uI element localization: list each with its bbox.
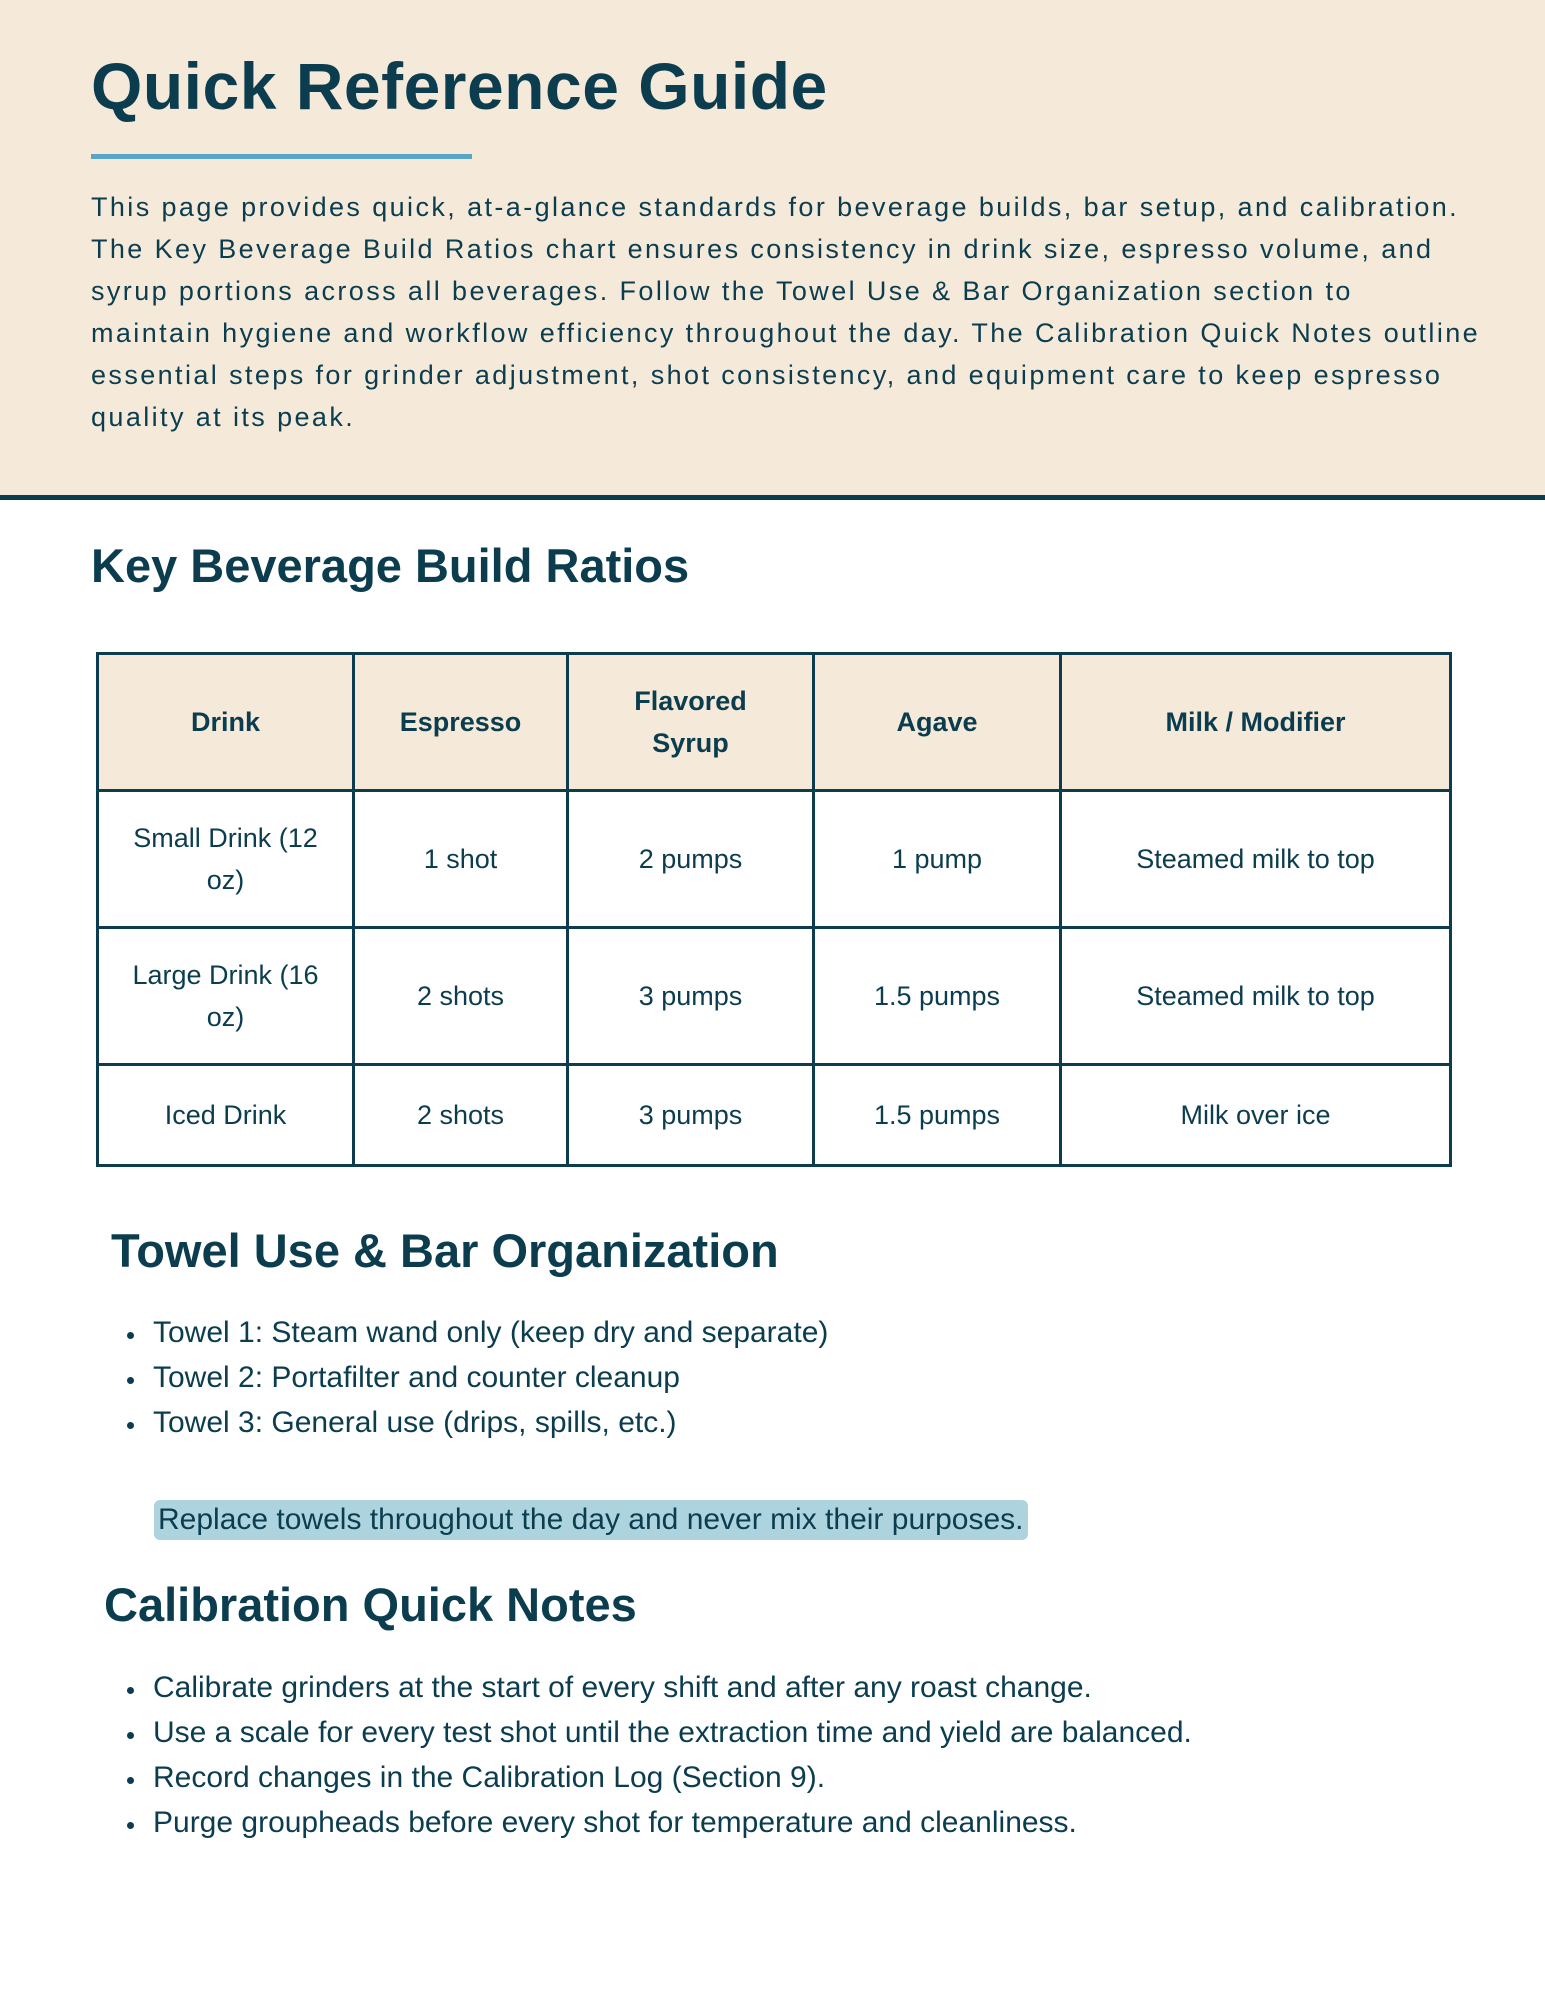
table-cell: 1.5 pumps xyxy=(814,928,1061,1065)
list-item: • Record changes in the Calibration Log (Section 9). xyxy=(147,1755,1497,1800)
column-header-agave: Agave xyxy=(814,654,1061,791)
table-cell: Iced Drink xyxy=(98,1065,354,1166)
table-cell: Large Drink (16 oz) xyxy=(98,928,354,1065)
column-header-drink: Drink xyxy=(98,654,354,791)
list-item: • Use a scale for every test shot until the extraction time and yield are balanced. xyxy=(147,1710,1497,1755)
table-cell: 2 pumps xyxy=(568,791,814,928)
highlight-note: Replace towels throughout the day and never mix their purposes. xyxy=(154,1500,1028,1540)
table-cell: 2 shots xyxy=(354,928,568,1065)
calibration-list xyxy=(111,1665,1497,1845)
table-cell: 1 pump xyxy=(814,791,1061,928)
ratios-heading: Key Beverage Build Ratios xyxy=(91,539,690,592)
table-cell: Milk over ice xyxy=(1061,1065,1451,1166)
page-title: Quick Reference Guide xyxy=(91,49,828,123)
table-cell: Steamed milk to top xyxy=(1061,928,1451,1065)
column-header-espresso: Espresso xyxy=(354,654,568,791)
table-row xyxy=(98,1065,1451,1166)
table-row xyxy=(98,928,1451,1065)
table-cell: 2 shots xyxy=(354,1065,568,1166)
table-cell: 3 pumps xyxy=(568,928,814,1065)
table-header-row xyxy=(98,654,1451,791)
intro-paragraph: This page provides quick, at-a-glance standards for beverage builds, bar setup, and calibration. The Key Beverage Build Ratios chart ensures consistency in drink size, espresso volume, and syrup portions across all beverages. Follow the Towel Use & Bar Organization section to maintain hygiene and workflow efficiency throughout the day. The Calibration Quick Notes outline essential steps for grinder adjustment, shot consistency, and equipment care to keep espresso quality at its peak. xyxy=(91,192,1481,432)
towel-list xyxy=(111,1310,1497,1445)
table-cell: 1.5 pumps xyxy=(814,1065,1061,1166)
table-cell: Steamed milk to top xyxy=(1061,791,1451,928)
table-row xyxy=(98,791,1451,928)
table-cell: 3 pumps xyxy=(568,1065,814,1166)
column-header-flavored-syrup: Flavored Syrup xyxy=(568,654,814,791)
header-panel xyxy=(0,0,1545,500)
calibration-heading: Calibration Quick Notes xyxy=(104,1578,637,1631)
list-item: • Towel 2: Portafilter and counter cleanup xyxy=(147,1355,1497,1400)
table-cell: 1 shot xyxy=(354,791,568,928)
towel-heading: Towel Use & Bar Organization xyxy=(111,1224,779,1277)
list-item: • Towel 3: General use (drips, spills, etc.) xyxy=(147,1400,1497,1445)
list-item: • Calibrate grinders at the start of every shift and after any roast change. xyxy=(147,1665,1497,1710)
column-header-milk-modifier: Milk / Modifier xyxy=(1061,654,1451,791)
ratios-table xyxy=(96,652,1452,1167)
table-cell: Small Drink (12 oz) xyxy=(98,791,354,928)
list-item: • Towel 1: Steam wand only (keep dry and separate) xyxy=(147,1310,1497,1355)
title-underline xyxy=(91,154,472,159)
list-item: • Purge groupheads before every shot for temperature and cleanliness. xyxy=(147,1800,1497,1845)
